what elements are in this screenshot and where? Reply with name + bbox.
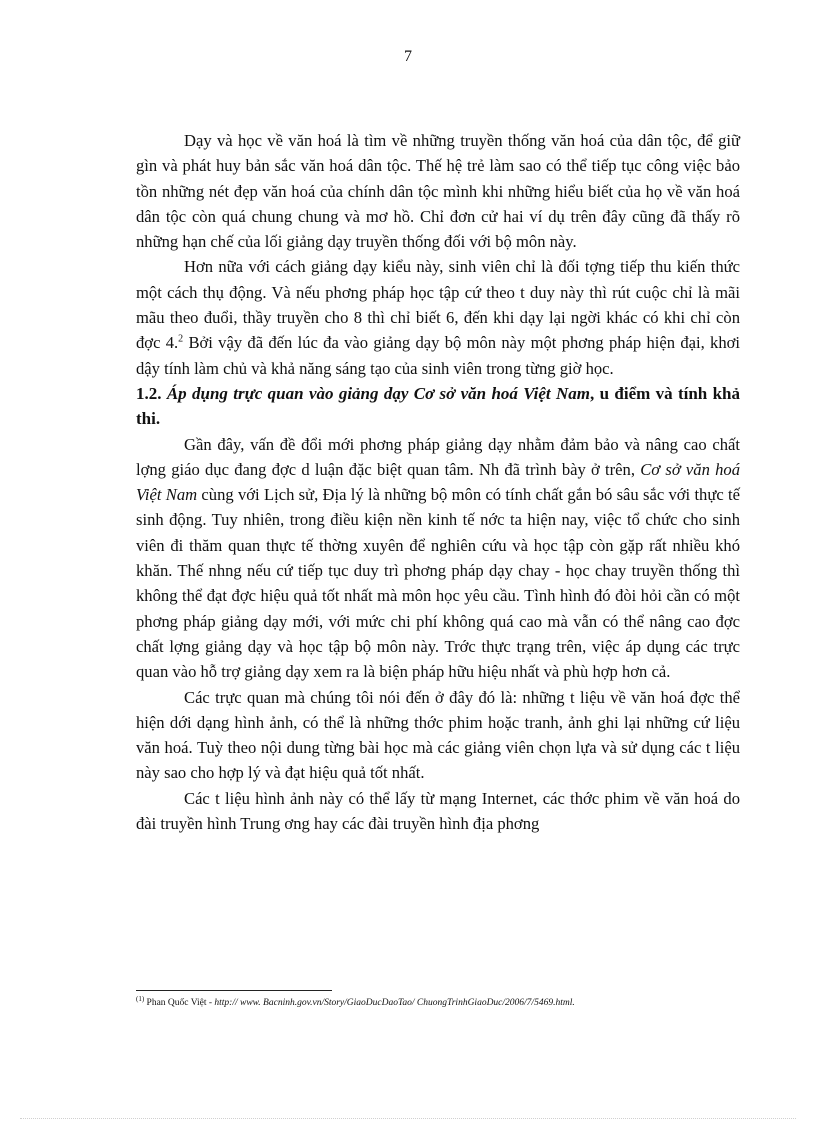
paragraph-5: Các t liệu hình ảnh này có thể lấy từ mạng Internet, các thớc phim về văn hoá do đài truyền hình Trung ơng hay các đài truyền hình địa phơng bbox=[136, 788, 740, 834]
heading-number: 1.2. bbox=[136, 383, 167, 403]
paragraph-2-rest: Bởi vậy đã đến lúc đa vào giảng dạy bộ môn này một phơng pháp hiện đại, khơi dậy tính làm chủ và khả năng sáng tạo của sinh viên trong từng giờ học. bbox=[136, 333, 741, 378]
paragraph-2-main: Hơn nữa với cách giảng dạy kiểu này, sinh viên chỉ là đối tợng tiếp thu kiến thức một cách thụ động. Và nếu phơng pháp học tập cứ theo t duy này thì rút cuộc chỉ là mãi mãu theo đuổi, thầy truyền cho 8 thì chỉ biết 6, đến khi dạy lại ngời khác có khi chỉ còn đợc 4. bbox=[136, 257, 740, 353]
footnote-url: http:// www. Bacninh.gov.vn/Story/GiaoDucDaoTao/ ChuongTrinhGiaoDuc/2006/7/5469.html. bbox=[214, 998, 575, 1008]
paragraph-3-a: Gần đây, vấn đề đổi mới phơng pháp giảng dạy nhằm đảm bảo và nâng cao chất lợng giáo dục đang đợc d luận đặc biệt quan tâm. Nh đã trình bày ở trên, bbox=[136, 434, 740, 479]
paragraph-2 bbox=[136, 254, 740, 380]
footnote-divider bbox=[136, 990, 332, 991]
document-body bbox=[136, 128, 740, 836]
paragraph-3-italic: Cơ sở văn hoá Việt Nam bbox=[136, 459, 740, 505]
paragraph-4: Các trực quan mà chúng tôi nói đến ở đây đó là: những t liệu về văn hoá đợc thể hiện dới dạng hình ảnh, có thể là những thớc phim hoặc tranh, ảnh ghi lại những cứ liệu văn hoá. Tuỳ theo nội dung từng bài học mà các giảng viên chọn lựa và sử dụng các t liệu này sao cho hợp lý và đạt hiệu quả tốt nhất. bbox=[136, 687, 740, 783]
heading-italic: Áp dụng trực quan vào giảng dạy Cơ sở văn hoá Việt Nam bbox=[166, 383, 590, 403]
footnote-ref: 2 bbox=[178, 333, 184, 345]
page-bottom-border bbox=[20, 1118, 796, 1119]
footnote bbox=[136, 994, 756, 1008]
footnote-author: Phan Quốc Việt - bbox=[144, 998, 215, 1008]
paragraph-3 bbox=[136, 432, 740, 685]
footnote-marker: (1) bbox=[136, 994, 145, 1003]
paragraph-3-b: cùng với Lịch sử, Địa lý là những bộ môn có tính chất gắn bó sâu sắc với thực tế sinh động. Tuy nhiên, trong điều kiện nền kinh tế nớc ta hiện nay, việc tổ chức cho sinh viên đi thăm quan thực tế thờng xuyên để nghiên cứu và học tập còn gặp rất nhiều khó khăn. Thế nhng nếu cứ tiếp tục duy trì phơng pháp dạy chay - học chay truyền thống thì không thể đạt đợc hiệu quả tốt nhất mà môn học yêu cầu. Tình hình đó đòi hỏi cần có một phơng pháp giảng dạy mới, với mức chi phí không quá cao mà vẫn có thể nâng cao đợc chất lợng giảng dạy và học tập bộ môn này. Trớc thực trạng trên, việc áp dụng các trực quan vào hỗ trợ giảng dạy xem ra là biện pháp hữu hiệu nhất và phù hợp hơn cả. bbox=[136, 485, 740, 682]
heading-rest: , u điểm và tính khả thi. bbox=[136, 383, 741, 429]
paragraph-1: Dạy và học về văn hoá là tìm về những truyền thống văn hoá của dân tộc, để giữ gìn và phát huy bản sắc văn hoá dân tộc. Thế hệ trẻ làm sao có thể tiếp tục công việc bảo tồn những nét đẹp văn hoá của chính dân tộc mình khi những hiểu biết của họ về văn hoá dân tộc còn quá chung chung và mơ hồ. Chỉ đơn cử hai ví dụ trên đây cũng đã thấy rõ những hạn chế của lối giảng dạy truyền thống đối với bộ môn này. bbox=[136, 131, 740, 252]
section-heading bbox=[136, 381, 740, 432]
page-number: 7 bbox=[404, 48, 412, 65]
